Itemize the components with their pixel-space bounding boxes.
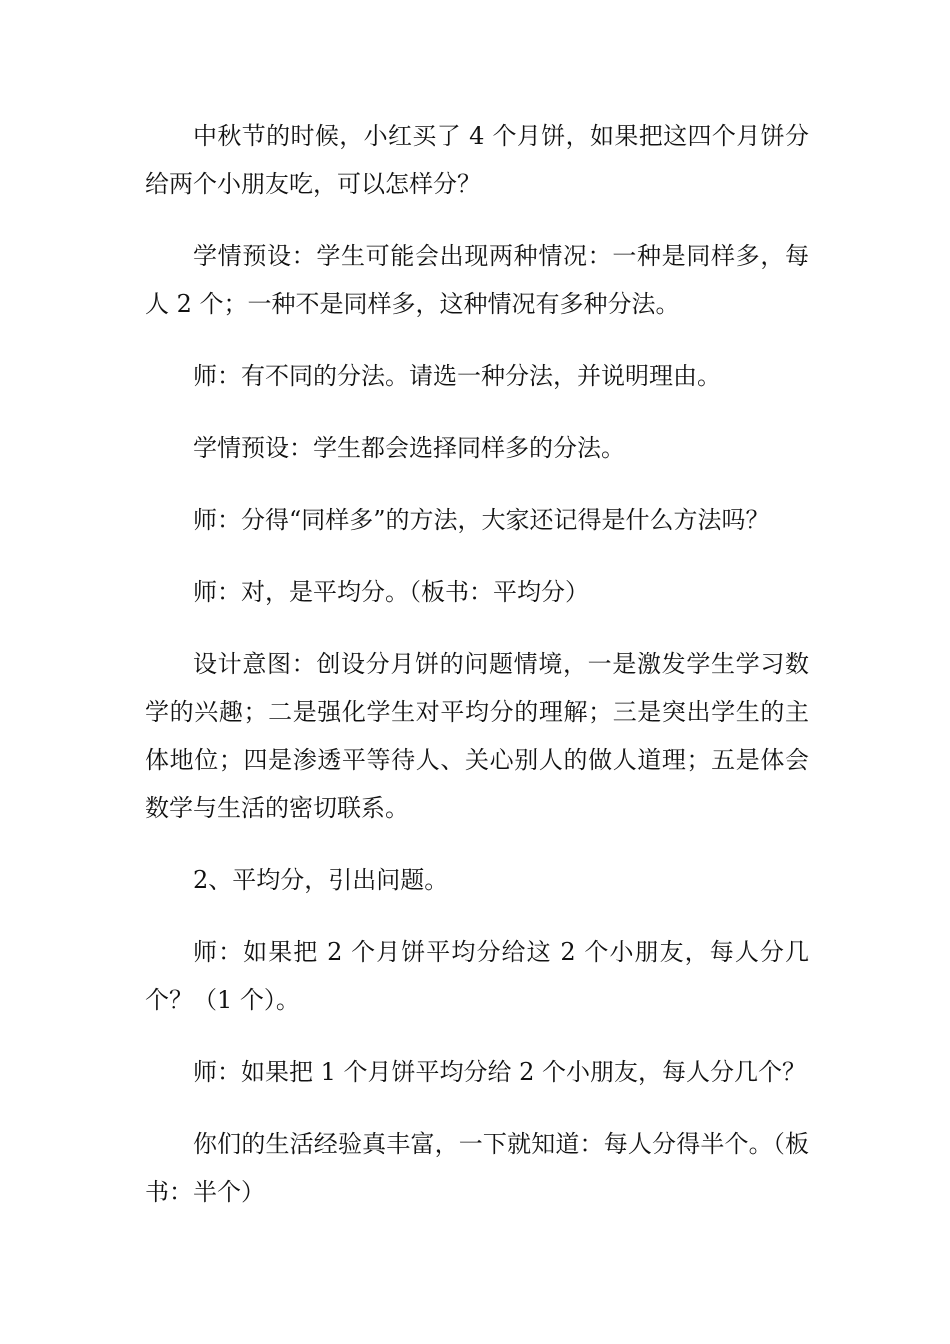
paragraph-section-2: 2、平均分，引出问题。	[193, 866, 449, 894]
paragraph-teacher-average: 师：对，是平均分。（板书：平均分）	[193, 578, 589, 606]
document-body	[145, 112, 809, 1240]
paragraph-teacher-different-methods: 师：有不同的分法。请选一种分法，并说明理由。	[193, 362, 721, 390]
paragraph-mooncake-question: 中秋节的时候，小红买了 4 个月饼，如果把这四个月饼分给两个小朋友吃，可以怎样分？	[145, 122, 809, 198]
paragraph-learning-preview-2: 学情预设：学生都会选择同样多的分法。	[193, 434, 625, 462]
paragraph-teacher-same-amount: 师：分得“同样多”的方法，大家还记得是什么方法吗？	[193, 506, 770, 534]
paragraph-half-each: 你们的生活经验真丰富，一下就知道：每人分得半个。（板书：半个）	[145, 1130, 809, 1206]
paragraph-design-intent: 设计意图：创设分月饼的问题情境，一是激发学生学习数学的兴趣；二是强化学生对平均分的理解；三是突出学生的主体地位；四是渗透平等待人、关心别人的做人道理；五是体会数学与生活的密切联系。	[145, 650, 809, 822]
paragraph-learning-preview-1: 学情预设：学生可能会出现两种情况：一种是同样多，每人 2 个；一种不是同样多，这种情况有多种分法。	[145, 242, 809, 318]
paragraph-teacher-two-mooncakes: 师：如果把 2 个月饼平均分给这 2 个小朋友，每人分几个？（1 个）。	[145, 938, 809, 1014]
paragraph-teacher-one-mooncake: 师：如果把 1 个月饼平均分给 2 个小朋友，每人分几个？	[193, 1058, 807, 1086]
